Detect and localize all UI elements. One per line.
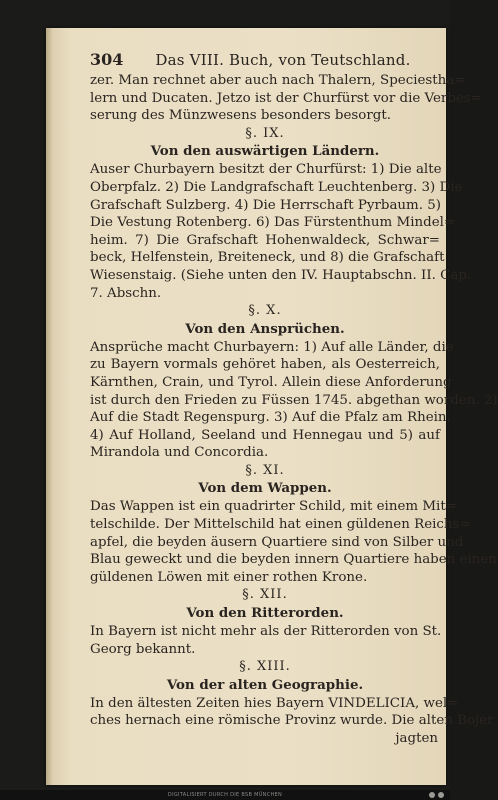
text-line: ches hernach eine römische Provinz wurde. Die alten Bojer — [90, 713, 494, 729]
text-line: Grafschaft Sulzberg. 4) Die Herrschaft Pyrbaum. 5) — [90, 197, 442, 213]
text-line: güldenen Löwen mit einer rothen Krone. — [90, 569, 368, 585]
text-line: Ansprüche macht Churbayern: 1) Auf alle Länder, die — [90, 339, 454, 355]
text-line: ist durch den Frieden zu Füssen 1745. abgethan worden. 2) — [90, 392, 498, 408]
text-line: Georg bekannt. — [90, 641, 196, 657]
section-title: Von dem Wappen. — [198, 480, 332, 497]
text-line: zer. Man rechnet aber auch nach Thalern, Speciestha= — [90, 73, 466, 88]
paragraph — [90, 498, 497, 586]
text-line: In Bayern ist nicht mehr als der Ritterorden von St. — [90, 624, 442, 640]
catchword: jagten — [395, 731, 438, 746]
running-title: Das VIII. Buch, von Teutschland. — [155, 51, 411, 69]
page-binding-edge — [46, 28, 52, 785]
text-line: Wiesenstaig. (Siehe unten den IV. Hauptabschn. II. Cap. — [90, 267, 472, 283]
text-line: beck, Helfenstein, Breiteneck, und 8) die Grafschaft — [90, 250, 445, 266]
section-title: Von den Ritterorden. — [186, 605, 344, 622]
page-header — [90, 50, 440, 72]
page-content — [90, 50, 498, 747]
text-line: telschilde. Der Mittelschild hat einen güldenen Reichs= — [90, 517, 471, 533]
license-icon[interactable] — [429, 792, 435, 798]
text-line: lern und Ducaten. Jetzo ist der Churfürst vor die Verbes= — [90, 90, 482, 106]
text-line: Auser Churbayern besitzt der Churfürst: 1) Die alte — [90, 162, 442, 178]
info-icon[interactable] — [438, 792, 444, 798]
paragraph — [90, 623, 440, 658]
text-line: Das Wappen ist ein quadrirter Schild, mit einem Mit= — [90, 499, 457, 515]
section-title: Von der alten Geographie. — [166, 676, 364, 693]
text-line: In den ältesten Zeiten hies Bayern VINDELICIA, wel= — [90, 695, 459, 711]
footer-icons — [429, 792, 444, 798]
text-line: 7. Abschn. — [90, 285, 162, 301]
text-line: Oberpfalz. 2) Die Landgrafschaft Leuchtenberg. 3) Die — [90, 179, 463, 195]
paragraph — [90, 161, 472, 302]
text-line: Blau geweckt und die beyden innern Quartiere haben einen — [90, 552, 497, 568]
text-line: zu Bayern vormals gehöret haben, als Oesterreich, — [90, 357, 440, 373]
text-line: Mirandola und Concordia. — [90, 445, 269, 461]
text-line: heim. 7) Die Grafschaft Hohenwaldeck, Schwar= — [90, 232, 440, 248]
paragraph — [90, 72, 482, 125]
body-text — [90, 72, 498, 730]
section-number: §. XI. — [245, 462, 285, 478]
text-line: apfel, die beyden äusern Quartiere sind von Silber und — [90, 534, 464, 550]
section-title: Von den Ansprüchen. — [185, 320, 345, 337]
text-line: serung des Münzwesens besonders besorgt. — [90, 108, 391, 124]
text-line: 4) Auf Holland, Seeland und Hennegau und 5) auf — [90, 427, 440, 443]
footer-credit: DIGITALISIERT DURCH DIE BSB MÜNCHEN — [167, 792, 283, 798]
text-line: Die Vestung Rotenberg. 6) Das Fürstenthum Mindel= — [90, 215, 456, 231]
text-line: Kärnthen, Crain, und Tyrol. Allein diese Anforderung — [90, 374, 452, 390]
text-line: Auf die Stadt Regenspurg. 3) Auf die Pfalz am Rhein. — [90, 410, 451, 426]
page-number: 304 — [90, 50, 124, 69]
book-page — [46, 28, 498, 785]
paragraph — [90, 695, 494, 730]
section-title: Von den auswärtigen Ländern. — [150, 143, 380, 160]
section-number: §. X. — [248, 303, 282, 319]
section-number: §. IX. — [245, 125, 285, 141]
section-number: §. XII. — [242, 587, 288, 603]
section-number: §. XIII. — [239, 659, 291, 675]
paragraph — [90, 339, 498, 462]
